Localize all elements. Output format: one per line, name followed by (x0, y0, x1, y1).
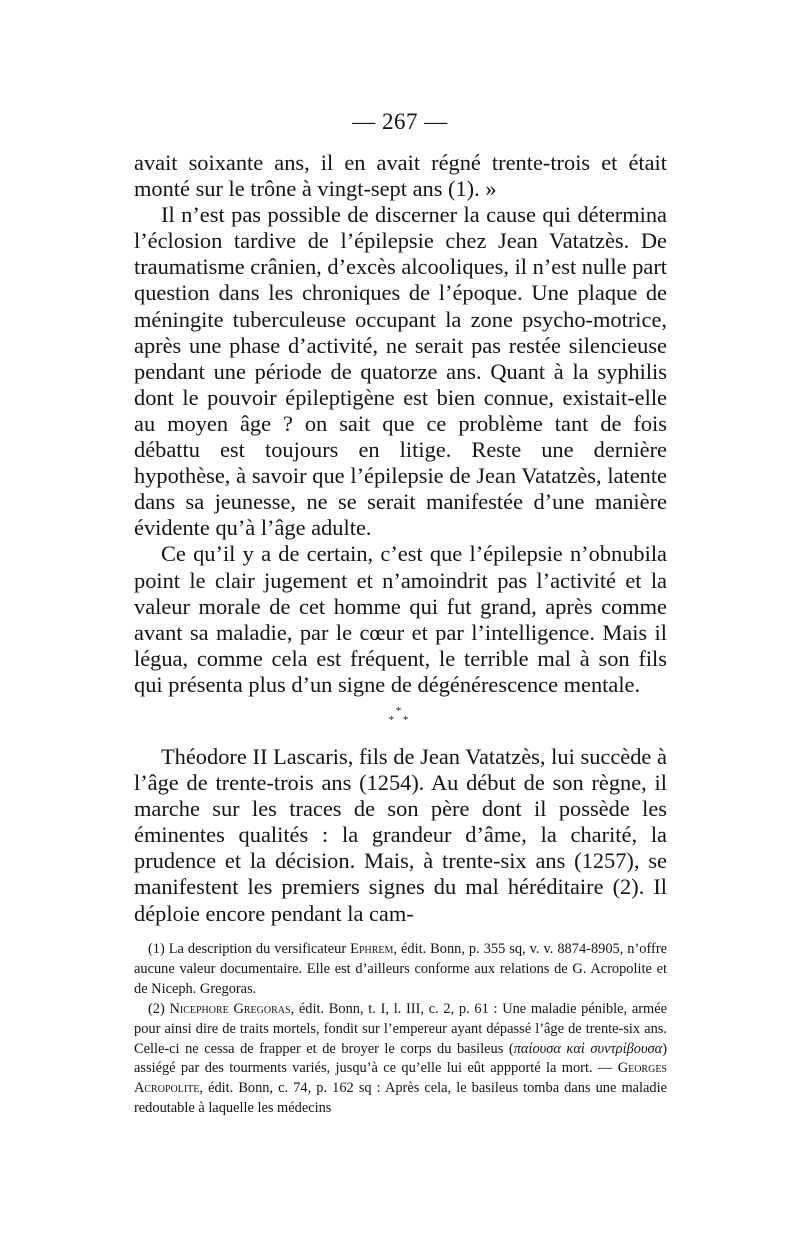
asterism-top: * (395, 705, 405, 717)
main-text-lower (134, 744, 667, 927)
footnote-2-greek: παίουσα καὶ συντρίβουσα (513, 1040, 663, 1057)
page-number: — 267 — (352, 109, 448, 134)
footnote-1 (134, 940, 667, 1000)
footnote-2 (134, 1000, 667, 1119)
footnote-2-text-d: , édit. Bonn, c. 74, p. 162 sq : Après cela, le basileus tomba dans une maladie redoutable à laquelle les médecins (134, 1080, 667, 1117)
asterism-bottom: * * (388, 714, 412, 726)
main-text-upper (134, 150, 667, 698)
footnote-2-author-1: Nicephore Gregoras (169, 1000, 291, 1017)
footnote-2-text-c: ) assiégé par des tourments variés, jusqu’à ce qu’elle lui eût appporté la mort. — (134, 1040, 667, 1077)
paragraph-theodore-lascaris: Théodore II Lascaris, fils de Jean Vatatzès, lui succède à l’âge de trente-trois ans (1254). Au début de son règne, il marche sur les traces de son père dont il possède les éminentes qualités : la grandeur d’âme, la charité, la prudence et la décision. Mais, à trente-six ans (1257), se manifestent les premiers signes du mal héréditaire (2). Il déploie encore pendant la cam- (134, 744, 667, 926)
footnote-1-text-b: , édit. Bonn, p. 355 sq, v. v. 8874-8905, n’offre aucune valeur documentaire. Elle est d’ailleurs conforme aux relations de G. Acropolite et de Niceph. Gregoras. (134, 941, 667, 997)
footnote-1-text-a: (1) La description du versificateur (148, 941, 351, 957)
footnotes (134, 940, 667, 1119)
paragraph-cause-of-epilepsy: Il n’est pas possible de discerner la cause qui détermina l’éclosion tardive de l’épilepsie chez Jean Vatatzès. De traumatisme crânien, d’excès alcooliques, il n’est nulle part question dans les chroniques de l’époque. Une plaque de méningite tuberculeuse occupant la zone psycho-motrice, après une phase d’activité, ne serait pas restée silencieuse pendant une période de quatorze ans. Quant à la syphilis dont le pouvoir épileptigène est bien connue, existait-elle au moyen âge ? on sait que ce problème tant de fois débattu est toujours en litige. Reste une dernière hypothèse, à savoir que l’épilepsie de Jean Vatatzès, latente dans sa jeunesse, ne se serait manifestée d’une manière évidente qu’à l’âge adulte. (134, 202, 667, 541)
footnote-2-author-2: Georges Acropolite (134, 1060, 667, 1097)
paragraph-legacy: Ce qu’il y a de certain, c’est que l’épilepsie n’obnubila point le clair jugement et n’amoindrit pas l’activité et la valeur morale de cet homme qui fut grand, après comme avant sa maladie, par le cœur et par l’intelligence. Mais il légua, comme cela est fréquent, le terrible mal à son fils qui présenta plus d’un signe de dégénérescence mentale. (134, 541, 667, 697)
footnote-2-text-a: (2) (148, 1000, 170, 1017)
footnote-2-text-b: , édit. Bonn, t. I, l. III, c. 2, p. 61 : Une maladie pénible, armée pour ainsi dire de traits mortels, fondit sur l’empereur ayant dépassé l’âge de trente-six ans. Celle-ci ne cessa de frapper et de broyer le corps du basileus ( (134, 1000, 667, 1057)
footnote-1-author: Ephrem (350, 941, 394, 957)
paragraph-continuation: avait soixante ans, il en avait régné trente-trois et était monté sur le trône à vingt-sept ans (1). » (134, 150, 667, 202)
section-asterism (0, 707, 800, 725)
